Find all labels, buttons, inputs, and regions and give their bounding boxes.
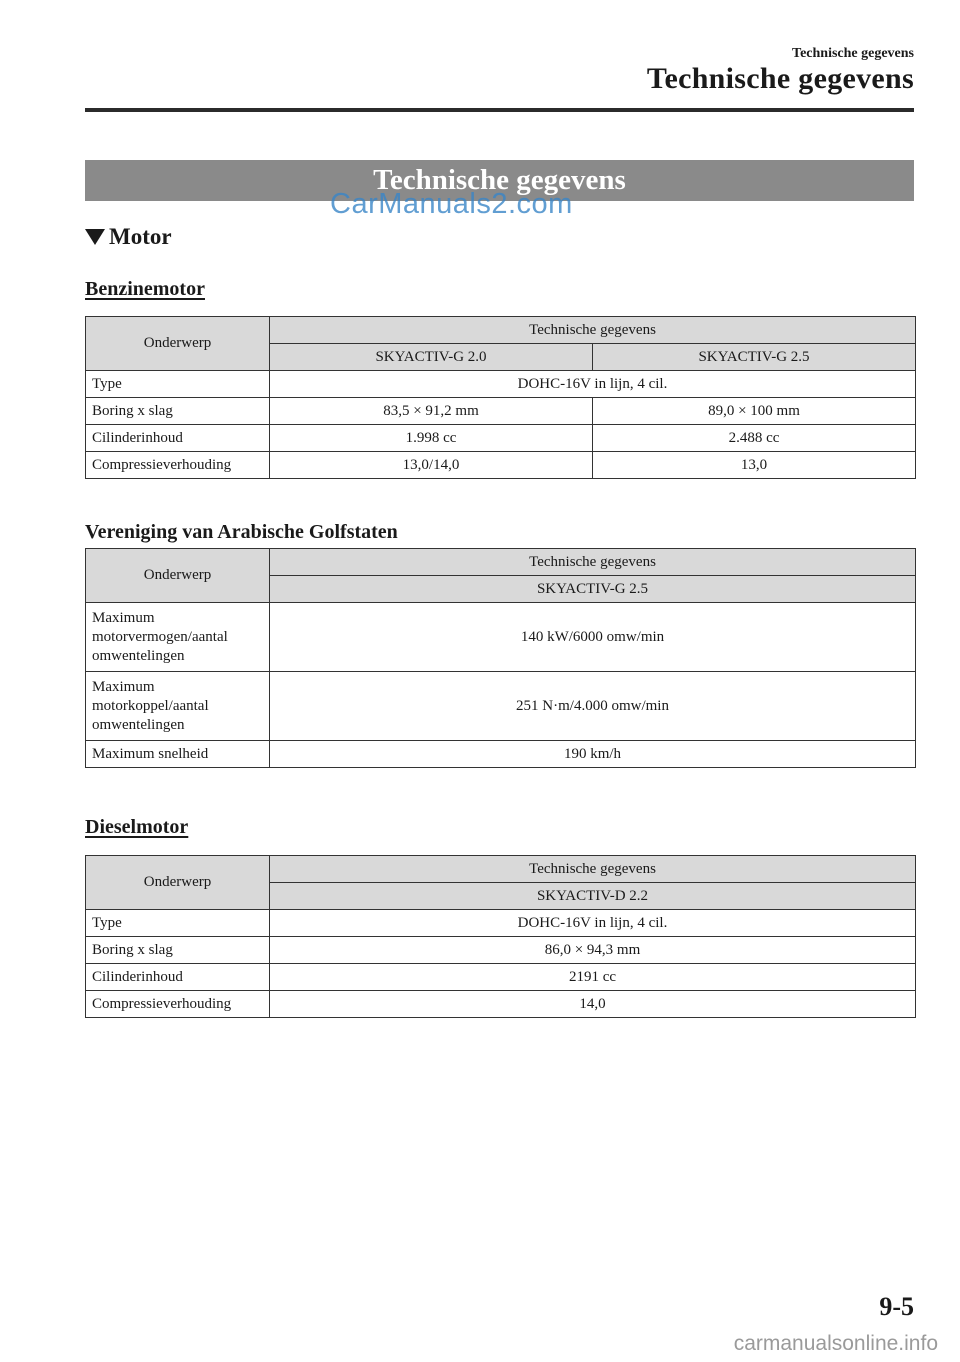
header-rule	[85, 108, 914, 112]
header-variant: SKYACTIV-G 2.5	[593, 344, 916, 371]
header-spec: Technische gegevens	[270, 856, 916, 883]
section-title: Motor	[109, 224, 172, 249]
row-label: Type	[86, 371, 270, 398]
header-subject: Onderwerp	[86, 856, 270, 910]
row-value: 251 N·m/4.000 omw/min	[270, 672, 916, 741]
row-label	[86, 672, 270, 741]
table-row	[86, 603, 916, 672]
row-value: 1.998 cc	[270, 425, 593, 452]
table-row	[86, 937, 916, 964]
section-heading	[85, 224, 172, 250]
table-row	[86, 398, 916, 425]
header-spec: Technische gegevens	[270, 317, 916, 344]
running-header-small: Technische gegevens	[792, 46, 914, 61]
table-row	[86, 452, 916, 479]
table-row	[86, 964, 916, 991]
table-row	[86, 371, 916, 398]
row-label-line: omwentelingen	[92, 716, 185, 733]
gcc-heading: Vereniging van Arabische Golfstaten	[85, 521, 398, 543]
row-label-line: Maximum	[92, 678, 155, 695]
row-value: 13,0	[593, 452, 916, 479]
header-subject: Onderwerp	[86, 317, 270, 371]
table-row	[86, 910, 916, 937]
row-value: 14,0	[270, 991, 916, 1018]
row-label: Maximum snelheid	[86, 741, 270, 768]
row-label: Boring x slag	[86, 398, 270, 425]
triangle-bullet-icon	[85, 229, 105, 245]
header-spec: Technische gegevens	[270, 549, 916, 576]
header-variant: SKYACTIV-D 2.2	[270, 883, 916, 910]
header-variant: SKYACTIV-G 2.5	[270, 576, 916, 603]
header-variant: SKYACTIV-G 2.0	[270, 344, 593, 371]
page-number: 9-5	[879, 1292, 914, 1321]
table-row	[86, 425, 916, 452]
running-header-title: Technische gegevens	[646, 62, 914, 95]
row-label-line: Maximum	[92, 609, 155, 626]
row-value: 13,0/14,0	[270, 452, 593, 479]
chapter-banner: Technische gegevens	[85, 160, 914, 201]
table-header-row	[86, 549, 916, 576]
row-label-line: motorkoppel/aantal	[92, 697, 209, 714]
table-row	[86, 741, 916, 768]
row-value: 86,0 × 94,3 mm	[270, 937, 916, 964]
footer-watermark: carmanualsonline.info	[733, 1332, 938, 1355]
row-label-line: motorvermogen/aantal	[92, 628, 228, 645]
row-value: 2.488 cc	[593, 425, 916, 452]
table-header-row	[86, 856, 916, 883]
row-label: Cilinderinhoud	[86, 425, 270, 452]
row-label: Cilinderinhoud	[86, 964, 270, 991]
header-subject: Onderwerp	[86, 549, 270, 603]
row-value: 2191 cc	[270, 964, 916, 991]
row-label-line: omwentelingen	[92, 647, 185, 664]
watermark-logo: CarManuals2.com	[330, 188, 573, 220]
row-value: 89,0 × 100 mm	[593, 398, 916, 425]
row-label: Type	[86, 910, 270, 937]
row-value: DOHC-16V in lijn, 4 cil.	[270, 910, 916, 937]
table-header-row	[86, 317, 916, 344]
row-label: Boring x slag	[86, 937, 270, 964]
row-value: 83,5 × 91,2 mm	[270, 398, 593, 425]
row-value: 190 km/h	[270, 741, 916, 768]
row-label	[86, 603, 270, 672]
row-value: DOHC-16V in lijn, 4 cil.	[270, 371, 916, 398]
gcc-table	[85, 548, 916, 768]
row-value: 140 kW/6000 omw/min	[270, 603, 916, 672]
diesel-heading: Dieselmotor	[85, 816, 189, 838]
row-label: Compressieverhouding	[86, 452, 270, 479]
benzine-table	[85, 316, 916, 479]
row-label: Compressieverhouding	[86, 991, 270, 1018]
benzine-heading: Benzinemotor	[85, 278, 205, 300]
table-row	[86, 672, 916, 741]
diesel-table	[85, 855, 916, 1018]
table-row	[86, 991, 916, 1018]
